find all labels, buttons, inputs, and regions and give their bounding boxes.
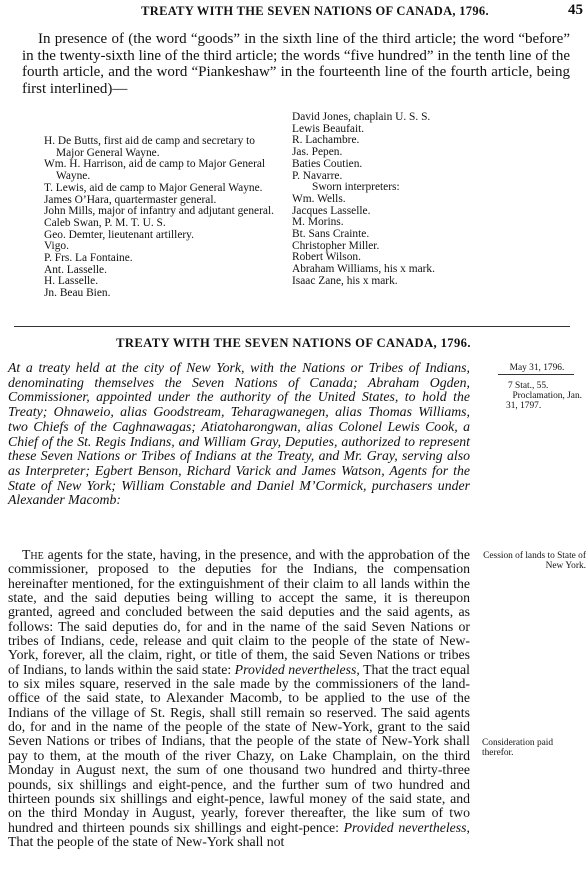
witness-entry: John Mills, major of infantry and adjutant general. [44, 205, 274, 218]
proviso-phrase: Provided nevertheless [343, 819, 467, 835]
body-lead-word: The [22, 547, 44, 562]
witness-intro-paragraph: In presence of (the word “goods” in the sixth line of the third article; the word “before” in the twenty-sixth line of the third article; the words “five hundred” in the tenth line of the fourth article, and the word “Piankeshaw” in the fourteenth line of the fourth article, being first interlined)— [22, 31, 570, 97]
witness-entry: Jas. Pepen. [292, 146, 343, 159]
witness-entry: Christopher Miller. [292, 239, 380, 252]
witness-entry: H. De Butts, first aid de camp and secretary to Major General Wayne. [44, 135, 255, 159]
interpreters-heading: Sworn interpreters: [312, 181, 400, 194]
margin-note-cession: Cession of lands to State of New York. [483, 551, 586, 571]
witness-entry: P. Frs. La Fontaine. [44, 252, 133, 265]
running-head [0, 4, 587, 22]
witness-entry: Geo. Demter, lieutenant artillery. [44, 228, 194, 241]
witness-entry: Baties Coutien. [292, 157, 363, 170]
treaty-preamble: At a treaty held at the city of New York, with the Nations or Tribes of Indians, denominating themselves the Seven Nations of Canada; Abraham Ogden, Commissioner, appointed under the authority of the United States, to hold the Treaty; Ohnaweio, alias Goodstream, Teharagwanegen, alias Thomas Williams, two Chiefs of the Caghnawagas; Atiatoharongwan, alias Colonel Lewis Cook, a Chief of the St. Regis Indians, and William Gray, Deputies, authorized to represent these Seven Nations or Tribes of Indians at the Treaty, and Mr. Gray, serving also as Interpreter; Egbert Benson, Richard Varick and James Watson, Agents for the State of New York; William Constable and Daniel M’Cormick, purchasers under Alexander Macomb: [8, 360, 470, 508]
witness-entry: P. Navarre. [292, 169, 343, 182]
witness-entry: Jacques Lasselle. [292, 204, 371, 217]
witness-entry: Lewis Beaufait. [292, 122, 365, 135]
witness-entry: Wm. Wells. [292, 192, 346, 205]
witness-entry: James O’Hara, quartermaster general. [44, 193, 217, 206]
witness-entry: Vigo. [44, 240, 69, 253]
witness-entry: H. Lasselle. [44, 275, 99, 288]
body-text-part: , That the people of the state of New-York shall not [8, 819, 470, 849]
section-divider [14, 326, 570, 327]
witness-entry: Wm. H. Harrison, aid de camp to Major General Wayne. [44, 158, 266, 183]
witness-entry: Abraham Williams, his x mark. [292, 263, 435, 276]
margin-note-proclamation: Proclamation, Jan. [512, 391, 582, 401]
witness-entry: T. Lewis, aid de camp to Major General Wayne. [44, 181, 263, 194]
margin-note-rule [498, 374, 574, 375]
body-text-part: agents for the state, having, in the presence, and with the approbation of the commissioner, proposed to the deputies for the Indians, the compensation hereinafter mentioned, for the extinguishment of their claim to all lands within the state, and the said deputies being willing to accept the same, it is thereupon granted, agreed and concluded between the said deputies and the said agents, as follows: The said deputies do, for and in the name of the said Seven Nations or tribes of Indians, cede, release and quit claim to the people of the state of New-York, forever, all the claim, right, or title of them, the said Seven Nations or tribes of Indians, to lands within the said state: [8, 547, 470, 677]
proviso-phrase: Provided nevertheless [234, 661, 357, 677]
witness-list-left [44, 136, 282, 300]
margin-note-proclamation-date: 31, 1797. [506, 401, 542, 411]
witness-entry: Ant. Lasselle. [44, 263, 107, 276]
witness-entry: M. Morins. [292, 216, 344, 229]
treaty-title: TREATY WITH THE SEVEN NATIONS OF CANADA, 1796. [116, 336, 471, 350]
running-title: TREATY WITH THE SEVEN NATIONS OF CANADA, 1796. [141, 4, 489, 18]
treaty-body-paragraph [8, 548, 470, 849]
body-text-part: , That the tract equal to six miles square, reserved in the sale made by the commissioners of the land-office of the said state, to Alexander Macomb, to be applied to the use of the Indians of the village of St. Regis, shall still remain so reserved. The said agents do, for and in the name of the people of the state of New-York, grant to the said Seven Nations or tribes of Indians, that the people of the state of New-York shall pay to them, at the mouth of the river Chazy, on Lake Champlain, on the third Monday in August next, the sum of one thousand two hundred and thirty-three pounds, six shillings and eight-pence, and the further sum of two hundred and thirteen pounds six shillings and eight-pence, lawful money of the said state, and on the third Monday in August, yearly, forever thereafter, the like sum of two hundred and thirteen pounds six shillings and eight-pence: [8, 661, 471, 835]
witness-entry: R. Lachambre. [292, 134, 360, 147]
page-number: 45 [568, 2, 583, 18]
margin-note-date: May 31, 1796. [509, 363, 565, 373]
witness-entry: Robert Wilson. [292, 251, 361, 264]
witness-entry: Jn. Beau Bien. [44, 287, 111, 300]
witness-entry: Isaac Zane, his x mark. [292, 274, 398, 287]
witness-list-right [292, 112, 482, 288]
witness-entry: Caleb Swan, P. M. T. U. S. [44, 216, 166, 229]
margin-note-citation: 7 Stat., 55. [508, 381, 549, 391]
witness-entry: David Jones, chaplain U. S. S. [292, 111, 431, 123]
margin-note-consideration: Consideration paid therefor. [482, 738, 554, 758]
witness-entry: Bt. Sans Crainte. [292, 228, 370, 241]
